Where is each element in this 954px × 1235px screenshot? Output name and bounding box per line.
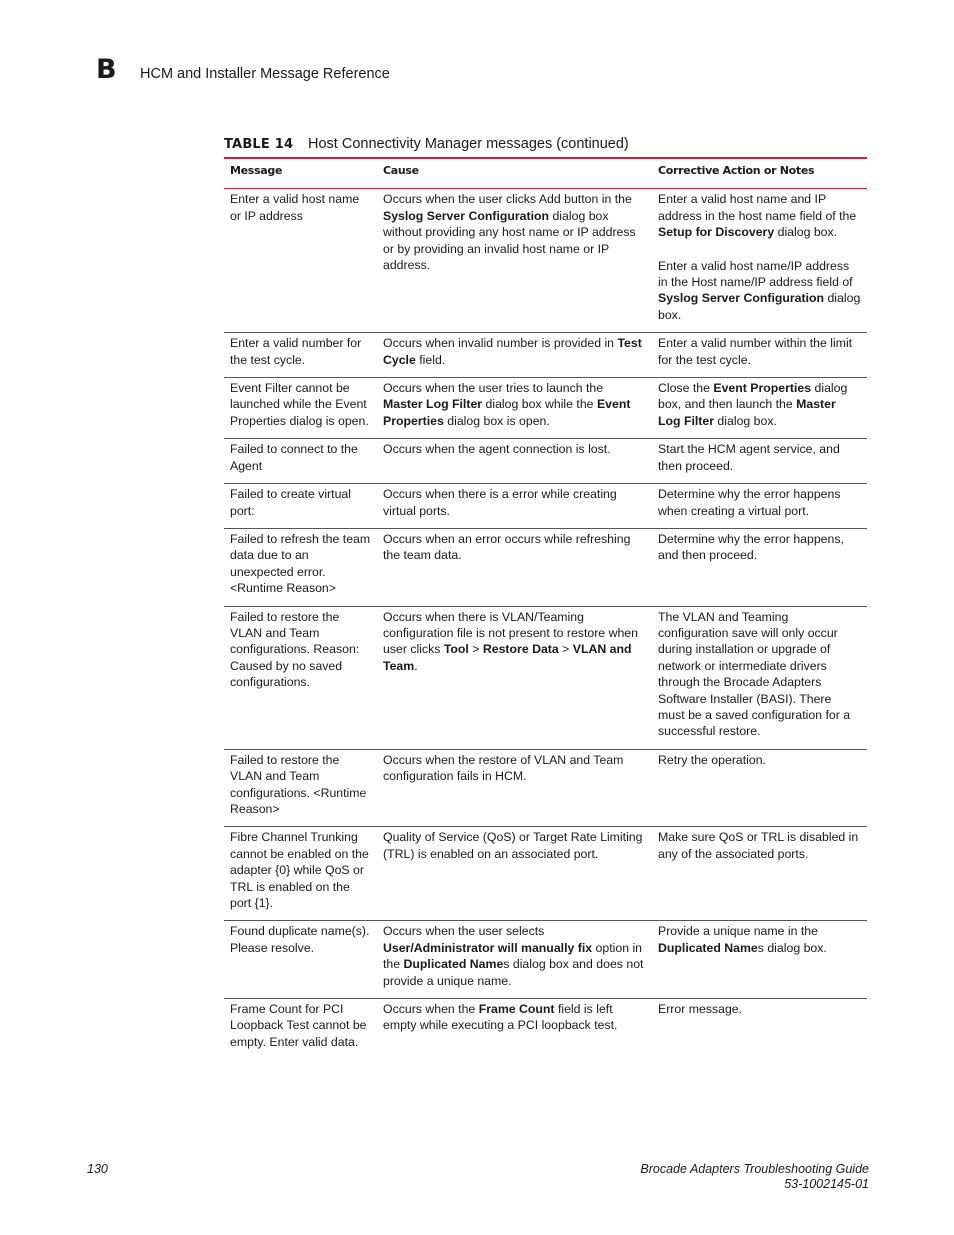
- text-run: Make sure QoS or TRL is disabled in any of the associated ports.: [658, 830, 859, 861]
- text-run: s dialog box and does not provide a unique name.: [383, 957, 644, 988]
- ui-term: Tool: [443, 642, 469, 657]
- action-paragraph: [658, 335, 861, 368]
- text-run: >: [468, 642, 483, 657]
- cause-cell: [377, 606, 652, 749]
- table-row: [224, 439, 867, 484]
- ui-term: User/Administrator will manually fix: [383, 940, 593, 955]
- text-run: Occurs when there is a error while creating virtual ports.: [383, 487, 617, 518]
- action-paragraph: [658, 829, 861, 862]
- cause-cell: [377, 439, 652, 484]
- text-run: Determine why the error happens, and then proceed.: [658, 531, 844, 563]
- cause-cell: [377, 189, 652, 333]
- action-cell: [652, 921, 867, 999]
- text-run: >: [558, 642, 573, 657]
- cause-cell: [377, 528, 652, 606]
- text-run: Provide a unique name in the: [658, 924, 818, 939]
- action-cell: [652, 606, 867, 749]
- text-run: Occurs when the user tries to launch the: [383, 381, 604, 396]
- table-row: [224, 378, 867, 439]
- text-run: dialog box.: [714, 413, 777, 428]
- action-paragraph: [658, 258, 861, 324]
- message-cell: Fibre Channel Trunking cannot be enabled on the adapter {0} while QoS or TRL is enabled on the port {1}.: [224, 827, 377, 921]
- cause-cell: [377, 999, 652, 1060]
- text-run: Occurs when invalid number is provided in: [383, 336, 618, 351]
- ui-term: Master Log Filter: [383, 397, 483, 412]
- page-number: 130: [87, 1162, 108, 1176]
- action-paragraph: [658, 191, 861, 240]
- ui-term: Duplicated Name: [658, 940, 758, 955]
- ui-term: Event Properties: [713, 381, 812, 396]
- table-row: [224, 827, 867, 921]
- ui-term: Master Log Filter: [658, 397, 836, 428]
- doc-title: Brocade Adapters Troubleshooting Guide: [640, 1162, 869, 1176]
- action-paragraph: [658, 486, 861, 519]
- table-row: [224, 999, 867, 1060]
- text-run: Start the HCM agent service, and then proceed.: [658, 442, 840, 473]
- text-run: dialog box without providing any host name or IP address or by providing an invalid host name or IP address.: [383, 208, 636, 273]
- text-run: Occurs when the restore of VLAN and Team configuration fails in HCM.: [383, 752, 624, 784]
- text-run: Quality of Service (QoS) or Target Rate Limiting (TRL) is enabled on an associated port.: [383, 830, 643, 861]
- text-run: dialog box is open.: [443, 413, 550, 428]
- doc-number: 53-1002145-01: [784, 1177, 869, 1191]
- text-run: Occurs when the user selects: [383, 924, 545, 939]
- text-run: Retry the operation.: [658, 752, 767, 767]
- table-row: [224, 189, 867, 333]
- ui-term: Syslog Server Configuration: [383, 208, 550, 223]
- table-label: TABLE 14: [224, 137, 294, 152]
- action-paragraph: [658, 380, 861, 429]
- message-cell: Failed to connect to the Agent: [224, 439, 377, 484]
- text-run: dialog box, and then launch the: [658, 381, 848, 412]
- table-row: [224, 606, 867, 749]
- ui-term: VLAN and Team: [383, 642, 632, 673]
- cause-cell: [377, 484, 652, 529]
- ui-term: Restore Data: [482, 642, 559, 657]
- chapter-title: HCM and Installer Message Reference: [140, 66, 390, 82]
- text-run: Occurs when the: [383, 1002, 479, 1017]
- text-run: Enter a valid host name/IP address in the Host name/IP address field of: [658, 258, 853, 290]
- text-run: option in the: [383, 940, 643, 972]
- table-row: [224, 921, 867, 999]
- action-paragraph: [658, 441, 861, 474]
- message-cell: Found duplicate name(s). Please resolve.: [224, 921, 377, 999]
- column-header-cause: Cause: [377, 158, 652, 189]
- text-run: dialog box.: [658, 291, 861, 322]
- message-cell: Enter a valid number for the test cycle.: [224, 333, 377, 378]
- action-paragraph: [658, 609, 861, 740]
- table-row: [224, 484, 867, 529]
- action-paragraph: [658, 752, 861, 768]
- message-cell: Failed to refresh the team data due to an unexpected error. <Runtime Reason>: [224, 528, 377, 606]
- action-paragraph: [658, 531, 861, 564]
- action-cell: [652, 378, 867, 439]
- action-cell: [652, 528, 867, 606]
- text-run: Occurs when there is VLAN/Teaming configuration file is not present to restore when user clicks: [383, 609, 638, 657]
- action-cell: [652, 827, 867, 921]
- cause-cell: [377, 921, 652, 999]
- ui-term: Setup for Discovery: [658, 225, 775, 240]
- cause-cell: [377, 749, 652, 827]
- table-body: [224, 189, 867, 1059]
- action-cell: [652, 749, 867, 827]
- ui-term: Syslog Server Configuration: [658, 291, 825, 306]
- table-header-row: [224, 158, 867, 189]
- messages-table: [224, 157, 867, 1059]
- text-run: Occurs when the agent connection is lost.: [383, 442, 611, 457]
- action-cell: [652, 484, 867, 529]
- action-cell: [652, 333, 867, 378]
- text-run: s dialog box.: [757, 940, 827, 955]
- text-run: Close the: [658, 381, 714, 396]
- cause-cell: [377, 378, 652, 439]
- text-run: Determine why the error happens when creating a virtual port.: [658, 487, 841, 518]
- action-cell: [652, 439, 867, 484]
- ui-term: Frame Count: [478, 1002, 555, 1017]
- message-cell: Failed to restore the VLAN and Team configurations. Reason: Caused by no saved configurations.: [224, 606, 377, 749]
- action-cell: [652, 189, 867, 333]
- message-cell: Frame Count for PCI Loopback Test cannot be empty. Enter valid data.: [230, 1002, 367, 1049]
- message-cell: Failed to create virtual port:: [224, 484, 377, 529]
- text-run: Enter a valid number within the limit for the test cycle.: [658, 336, 853, 367]
- action-paragraph: [658, 923, 861, 956]
- table-title: Host Connectivity Manager messages (continued): [308, 136, 629, 152]
- cause-cell: [377, 333, 652, 378]
- table-caption: [224, 135, 629, 154]
- table-row: [224, 333, 867, 378]
- column-header-action: Corrective Action or Notes: [652, 158, 867, 189]
- ui-term: Event Properties: [383, 397, 631, 428]
- ui-term: Test Cycle: [383, 336, 642, 367]
- text-run: Enter a valid host name and IP address in the host name field of the: [658, 192, 857, 223]
- text-run: field.: [415, 352, 446, 367]
- table-row: [224, 749, 867, 827]
- message-cell: Failed to restore the VLAN and Team configurations. <Runtime Reason>: [224, 749, 377, 827]
- cause-cell: [377, 827, 652, 921]
- text-run: The VLAN and Teaming configuration save will only occur during installation or upgrade of network or intermediate drivers through the Brocade Adapters Software Installer (BASI). There must be a saved configuration for a successful restore.: [658, 609, 851, 739]
- text-run: dialog box while the: [482, 397, 597, 412]
- text-run: Occurs when the user clicks Add button in the: [383, 192, 632, 207]
- action-cell: [652, 999, 867, 1060]
- footer-doc-info: [640, 1162, 869, 1192]
- text-run: field is left empty while executing a PCI loopback test.: [383, 1002, 618, 1033]
- text-run: Occurs when an error occurs while refreshing the team data.: [383, 531, 631, 563]
- message-cell: Enter a valid host name or IP address: [224, 189, 377, 333]
- message-cell: Event Filter cannot be launched while the Event Properties dialog is open.: [224, 378, 377, 439]
- column-header-message: Message: [224, 158, 377, 189]
- text-run: dialog box.: [774, 225, 838, 240]
- text-run: Error message.: [658, 1002, 743, 1017]
- chapter-letter: B: [96, 54, 117, 85]
- text-run: .: [414, 658, 418, 673]
- table-row: [224, 528, 867, 606]
- ui-term: Duplicated Name: [403, 957, 504, 972]
- action-paragraph: [658, 1001, 861, 1017]
